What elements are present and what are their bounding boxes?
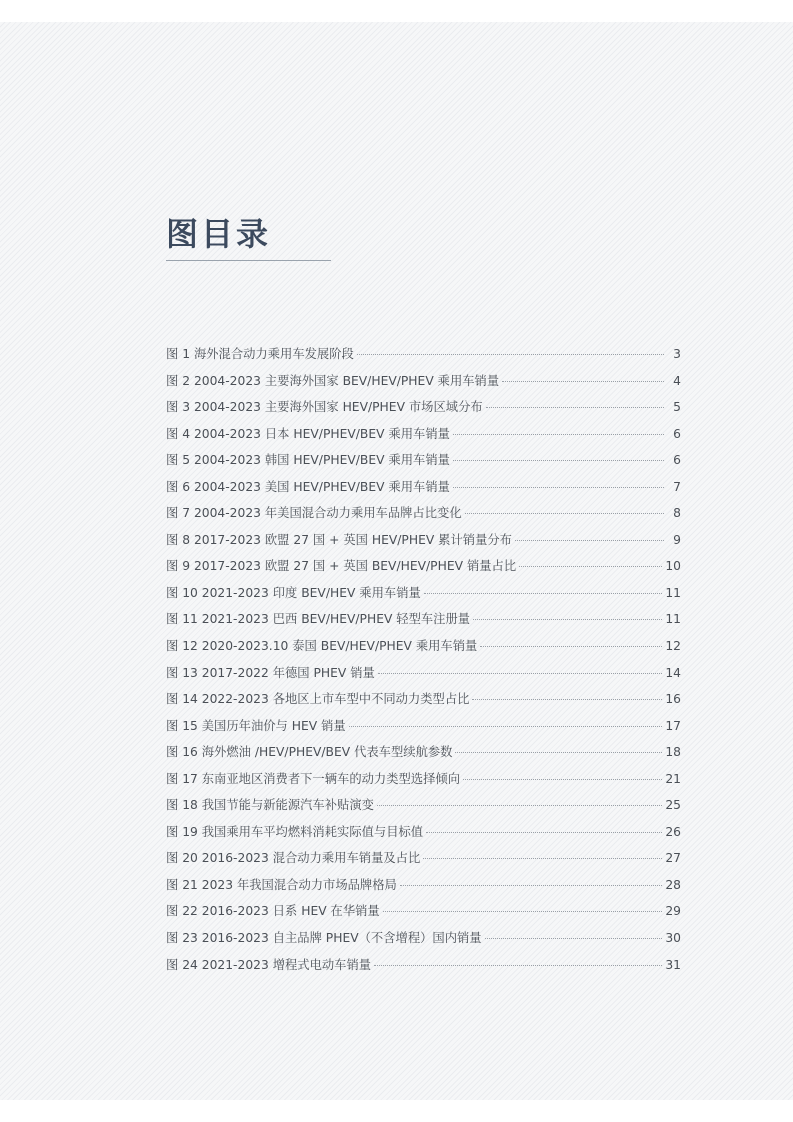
toc-entry[interactable] — [166, 583, 681, 610]
dot-leader — [453, 460, 664, 461]
dot-leader — [486, 407, 664, 408]
toc-entry[interactable] — [166, 424, 681, 451]
dot-leader — [515, 540, 664, 541]
toc-entry-label: 图 11 2021-2023 巴西 BEV/HEV/PHEV 轻型车注册量 — [166, 612, 471, 627]
dot-leader — [480, 646, 662, 647]
toc-entry[interactable] — [166, 928, 681, 955]
toc-entry[interactable] — [166, 371, 681, 398]
dot-leader — [453, 487, 664, 488]
toc-entry-page-number: 3 — [673, 347, 681, 361]
toc-entry-label: 图 18 我国节能与新能源汽车补贴演变 — [166, 798, 374, 813]
toc-entry[interactable] — [166, 769, 681, 796]
toc-entry-page-number: 27 — [665, 851, 681, 866]
toc-entry-label: 图 15 美国历年油价与 HEV 销量 — [166, 718, 346, 733]
toc-entry-label: 图 13 2017-2022 年德国 PHEV 销量 — [166, 665, 375, 680]
toc-entry-label: 图 4 2004-2023 日本 HEV/PHEV/BEV 乘用车销量 — [166, 426, 450, 441]
toc-entry-label: 图 23 2016-2023 自主品牌 PHEV（不含增程）国内销量 — [166, 931, 482, 946]
toc-entry-page-number: 6 — [673, 426, 681, 441]
toc-entry-label: 图 10 2021-2023 印度 BEV/HEV 乘用车销量 — [166, 585, 421, 600]
toc-entry[interactable] — [166, 848, 681, 875]
dot-leader — [349, 726, 663, 727]
toc-entry[interactable] — [166, 344, 681, 371]
toc-entry-page-number: 26 — [665, 824, 681, 839]
page-title: 图目录 — [166, 215, 272, 253]
dot-leader — [519, 566, 662, 567]
dot-leader — [463, 779, 662, 780]
toc-entry-label: 图 20 2016-2023 混合动力乘用车销量及占比 — [166, 851, 421, 866]
toc-entry-page-number: 14 — [665, 665, 681, 680]
toc-entry-page-number: 5 — [673, 400, 681, 415]
dot-leader — [377, 805, 662, 806]
toc-entry[interactable] — [166, 450, 681, 477]
toc-entry-page-number: 31 — [665, 957, 681, 972]
toc-entry-page-number: 7 — [673, 479, 681, 494]
toc-entry[interactable] — [166, 663, 681, 690]
toc-entry-label: 图 5 2004-2023 韩国 HEV/PHEV/BEV 乘用车销量 — [166, 453, 450, 468]
toc-entry[interactable] — [166, 636, 681, 663]
toc-entry-label: 图 3 2004-2023 主要海外国家 HEV/PHEV 市场区域分布 — [166, 400, 483, 415]
dot-leader — [465, 513, 664, 514]
toc-entry-label: 图 24 2021-2023 增程式电动车销量 — [166, 957, 372, 972]
dot-leader — [472, 699, 662, 700]
toc-entry-label: 图 1 海外混合动力乘用车发展阶段 — [166, 347, 354, 361]
dot-leader — [357, 354, 664, 355]
toc-entry-page-number: 11 — [665, 585, 681, 600]
toc-entry-label: 图 2 2004-2023 主要海外国家 BEV/HEV/PHEV 乘用车销量 — [166, 373, 500, 388]
toc-entry-label: 图 8 2017-2023 欧盟 27 国 + 英国 HEV/PHEV 累计销量分布 — [166, 532, 512, 547]
toc-entry-page-number: 11 — [665, 612, 681, 627]
toc-entry[interactable] — [166, 556, 681, 583]
dot-leader — [426, 832, 662, 833]
toc-entry[interactable] — [166, 503, 681, 530]
toc-entry-page-number: 10 — [665, 559, 681, 574]
toc-entry-page-number: 18 — [665, 745, 681, 760]
toc-entry-page-number: 28 — [665, 877, 681, 892]
toc-entry[interactable] — [166, 795, 681, 822]
toc-entry-page-number: 6 — [673, 453, 681, 468]
toc-entry[interactable] — [166, 716, 681, 743]
toc-entry[interactable] — [166, 822, 681, 849]
toc-entry-page-number: 25 — [665, 798, 681, 813]
toc-entry-page-number: 4 — [673, 373, 681, 388]
toc-entry-page-number: 17 — [665, 718, 681, 733]
toc-entry[interactable] — [166, 477, 681, 504]
toc-entry[interactable] — [166, 609, 681, 636]
dot-leader — [453, 434, 664, 435]
toc-entry[interactable] — [166, 530, 681, 557]
toc-entry-label: 图 16 海外燃油 /HEV/PHEV/BEV 代表车型续航参数 — [166, 745, 453, 760]
dot-leader — [424, 593, 663, 594]
dot-leader — [473, 619, 662, 620]
dot-leader — [378, 673, 663, 674]
toc-entry-page-number: 29 — [665, 904, 681, 919]
toc-entry-label: 图 21 2023 年我国混合动力市场品牌格局 — [166, 877, 397, 892]
page-sheet — [0, 22, 793, 1100]
toc-entry[interactable] — [166, 689, 681, 716]
toc-entry-label: 图 22 2016-2023 日系 HEV 在华销量 — [166, 904, 380, 919]
dot-leader — [400, 885, 663, 886]
dot-leader — [455, 752, 662, 753]
toc-entry-label: 图 7 2004-2023 年美国混合动力乘用车品牌占比变化 — [166, 506, 462, 521]
toc-entry-page-number: 16 — [665, 692, 681, 707]
toc-entry[interactable] — [166, 955, 681, 982]
toc-entry[interactable] — [166, 397, 681, 424]
toc-entry[interactable] — [166, 901, 681, 928]
dot-leader — [383, 911, 663, 912]
toc-entry-page-number: 21 — [665, 771, 681, 786]
figure-list — [166, 344, 681, 981]
dot-leader — [485, 938, 663, 939]
toc-entry-label: 图 17 东南亚地区消费者下一辆车的动力类型选择倾向 — [166, 771, 460, 786]
toc-entry-label: 图 19 我国乘用车平均燃料消耗实际值与目标值 — [166, 824, 424, 839]
toc-entry-page-number: 30 — [665, 931, 681, 946]
toc-entry-label: 图 6 2004-2023 美国 HEV/PHEV/BEV 乘用车销量 — [166, 479, 450, 494]
toc-entry-page-number: 8 — [673, 506, 681, 521]
toc-entry-page-number: 12 — [665, 639, 681, 654]
toc-entry-label: 图 9 2017-2023 欧盟 27 国 + 英国 BEV/HEV/PHEV 销量占比 — [166, 559, 517, 574]
toc-entry-page-number: 9 — [673, 532, 681, 547]
toc-entry-label: 图 14 2022-2023 各地区上市车型中不同动力类型占比 — [166, 692, 470, 707]
toc-entry[interactable] — [166, 875, 681, 902]
dot-leader — [374, 965, 662, 966]
dot-leader — [423, 858, 662, 859]
title-underline — [166, 260, 331, 261]
dot-leader — [502, 381, 664, 382]
toc-entry[interactable] — [166, 742, 681, 769]
toc-entry-label: 图 12 2020-2023.10 泰国 BEV/HEV/PHEV 乘用车销量 — [166, 639, 478, 654]
